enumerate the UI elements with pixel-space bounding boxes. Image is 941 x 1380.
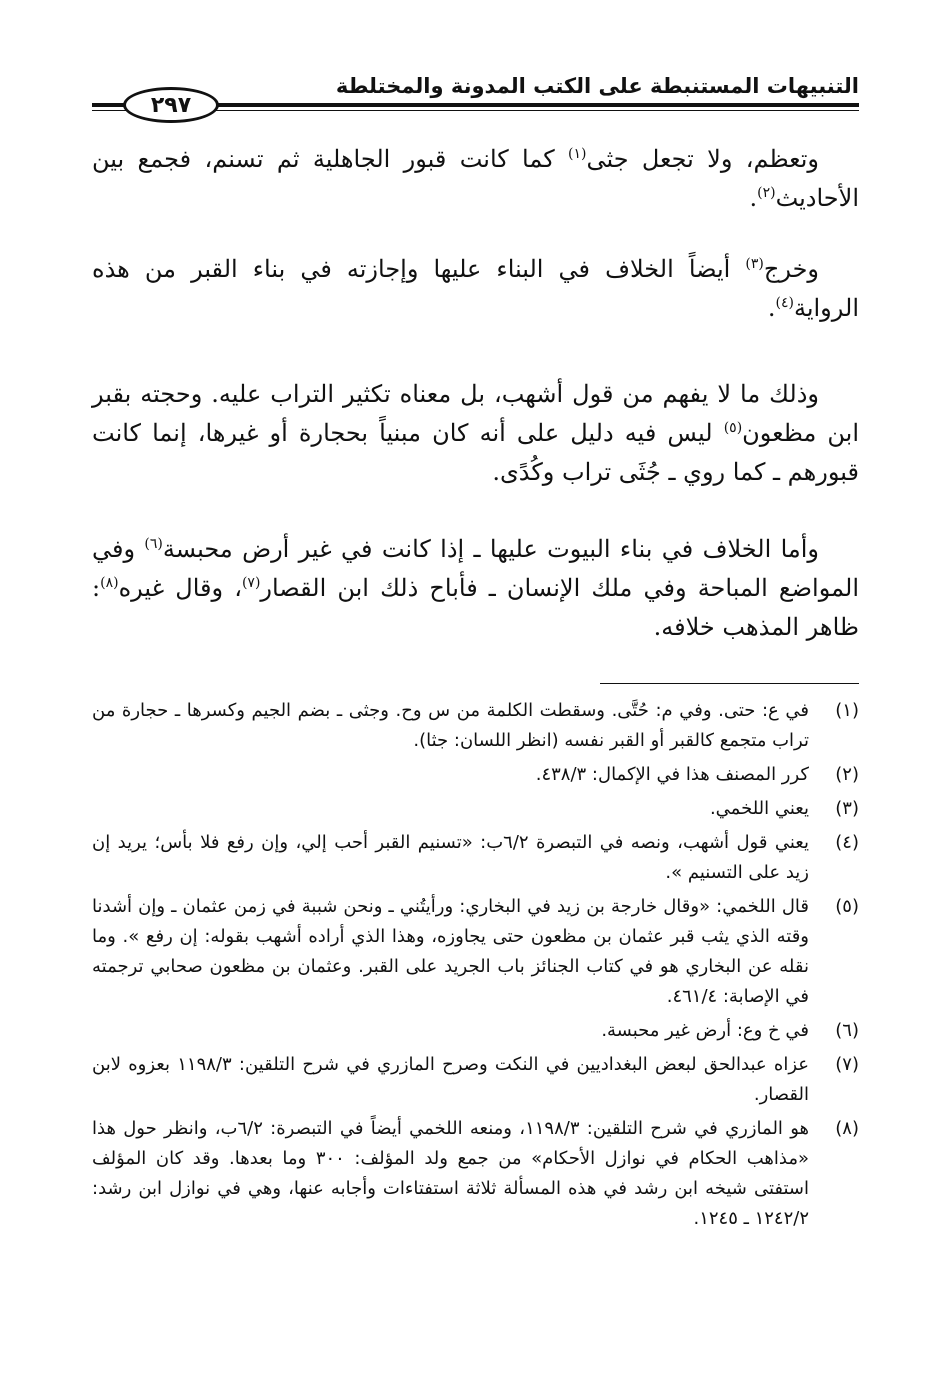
footnote-4	[92, 828, 859, 888]
paragraph-text: كما كانت قبور الجاهلية ثم تسنم، فجمع بين الأحاديث	[92, 145, 859, 212]
footnote-6	[92, 1016, 859, 1046]
footnote-text: في خ وع: أرض غير محبسة.	[601, 1020, 809, 1041]
footnote-text: عزاه عبدالحق لبعض البغداديين في النكت وصرح المازري في شرح التلقين: ١١٩٨/٣ بعزوه لابن القصار.	[92, 1054, 810, 1105]
footnote-number: (٧)	[835, 1054, 859, 1075]
footnote-marker: (١)	[567, 146, 587, 162]
footnote-text: في ع: حتى. وفي م: حُتَّى. وسقطت الكلمة من س وح. وجثى ـ بضم الجيم وكسرها ـ حجارة من تراب متجمع كالقبر أو القبر نفسه (انظر اللسان: جثا).	[92, 700, 809, 751]
paragraph-text: .	[749, 184, 758, 212]
footnote-text: قال اللخمي: «وقال خارجة بن زيد في البخاري: ورأيتُني ـ ونحن شببة في زمن عثمان ـ وإن أشدنا وقته الذي يثب قبر عثمان بن مظعون حتى يجاوزه، وهذا الذي أراده أشهب بقوله: إن رفع ». وما نقله عن البخاري هو في كتاب الجنائز باب الجريد على القبر. وعثمان بن مظعون صحابي ترجمته في الإصابة: ٤٦١/٤.	[92, 896, 809, 1007]
paragraph-text: وخرج	[763, 255, 819, 283]
footnote-text: كرر المصنف هذا في الإكمال: ٤٣٨/٣.	[535, 764, 809, 785]
paragraph-text: وفي المواضع المباحة وفي ملك الإنسان ـ فأباح ذلك ابن القصار	[92, 535, 859, 602]
footnote-5	[92, 892, 859, 1012]
footnotes	[92, 696, 859, 1238]
footnote-number: (٨)	[835, 1118, 859, 1139]
footnote-8	[92, 1114, 859, 1234]
paragraph-2	[92, 250, 859, 328]
footnote-number: (٢)	[835, 764, 859, 785]
page-number-text: ٢٩٧	[150, 92, 192, 118]
footnote-marker: (٣)	[745, 256, 764, 272]
page-number	[123, 87, 219, 123]
running-title: التنبيهات المستنبطة على الكتب المدونة والمختلطة	[335, 74, 859, 98]
footnote-1	[92, 696, 859, 756]
footnote-3	[92, 794, 859, 824]
footnote-number: (٦)	[835, 1020, 859, 1041]
footnote-text: يعني اللخمي.	[709, 798, 809, 819]
footnote-2	[92, 760, 859, 790]
footnote-marker: (٤)	[775, 295, 794, 311]
footnote-text: هو المازري في شرح التلقين: ١١٩٨/٣، ومنعه اللخمي أيضاً في التبصرة: ٦/٢ب، وانظر حول هذا «مذاهب الحكام في نوازل الأحكام» من جمع ولد المؤلف: ٣٠٠ وما بعدها. وقد كان المؤلف استفتى شيخه ابن رشد في هذه المسألة ثلاثة استفتاءات وأجابه عنها، وهي في نوازل ابن رشد: ١٢٤٢/٢ ـ ١٢٤٥.	[92, 1118, 810, 1229]
footnote-number: (٤)	[835, 832, 859, 853]
footnote-7	[92, 1050, 859, 1110]
footnote-marker: (٦)	[144, 536, 163, 552]
footnote-marker: (٥)	[723, 420, 743, 436]
footnote-number: (٥)	[835, 896, 859, 917]
footnote-marker: (٨)	[100, 575, 119, 591]
paragraph-1	[92, 140, 859, 218]
paragraph-text: وأما الخلاف في بناء البيوت عليها ـ إذا كانت في غير أرض محبسة	[162, 535, 819, 563]
paragraph-text: .	[767, 294, 776, 322]
paragraph-text: أيضاً الخلاف في البناء عليها وإجازته في بناء القبر من هذه الرواية	[92, 255, 859, 322]
footnote-marker: (٢)	[757, 185, 776, 201]
footnote-separator	[600, 683, 859, 684]
paragraph-text: وذلك ما لا يفهم من قول أشهب، بل معناه تكثير التراب عليه. وحجته بقبر ابن مظعون	[92, 380, 860, 447]
paragraph-4	[92, 530, 859, 647]
paragraph-text: : ظاهر المذهب خلافه.	[92, 574, 859, 641]
footnote-number: (٣)	[835, 798, 859, 819]
paragraph-text: ليس فيه دليل على أنه كان مبنياً بحجارة أو غيرها، إنما كانت قبورهم ـ كما روي ـ جُثَى تراب وكُدًى.	[92, 419, 859, 486]
footnote-number: (١)	[835, 700, 859, 721]
paragraph-3	[92, 375, 859, 492]
paragraph-text: ، وقال غيره	[118, 574, 242, 602]
footnote-text: يعني قول أشهب، ونصه في التبصرة ٦/٢ب: «تسنيم القبر أحب إلي، وإن رفع فلا بأس؛ يريد إن زيد على التسنيم ».	[92, 832, 809, 883]
footnote-marker: (٧)	[241, 575, 261, 591]
paragraph-text: وتعظم، ولا تجعل جثى	[586, 145, 819, 173]
